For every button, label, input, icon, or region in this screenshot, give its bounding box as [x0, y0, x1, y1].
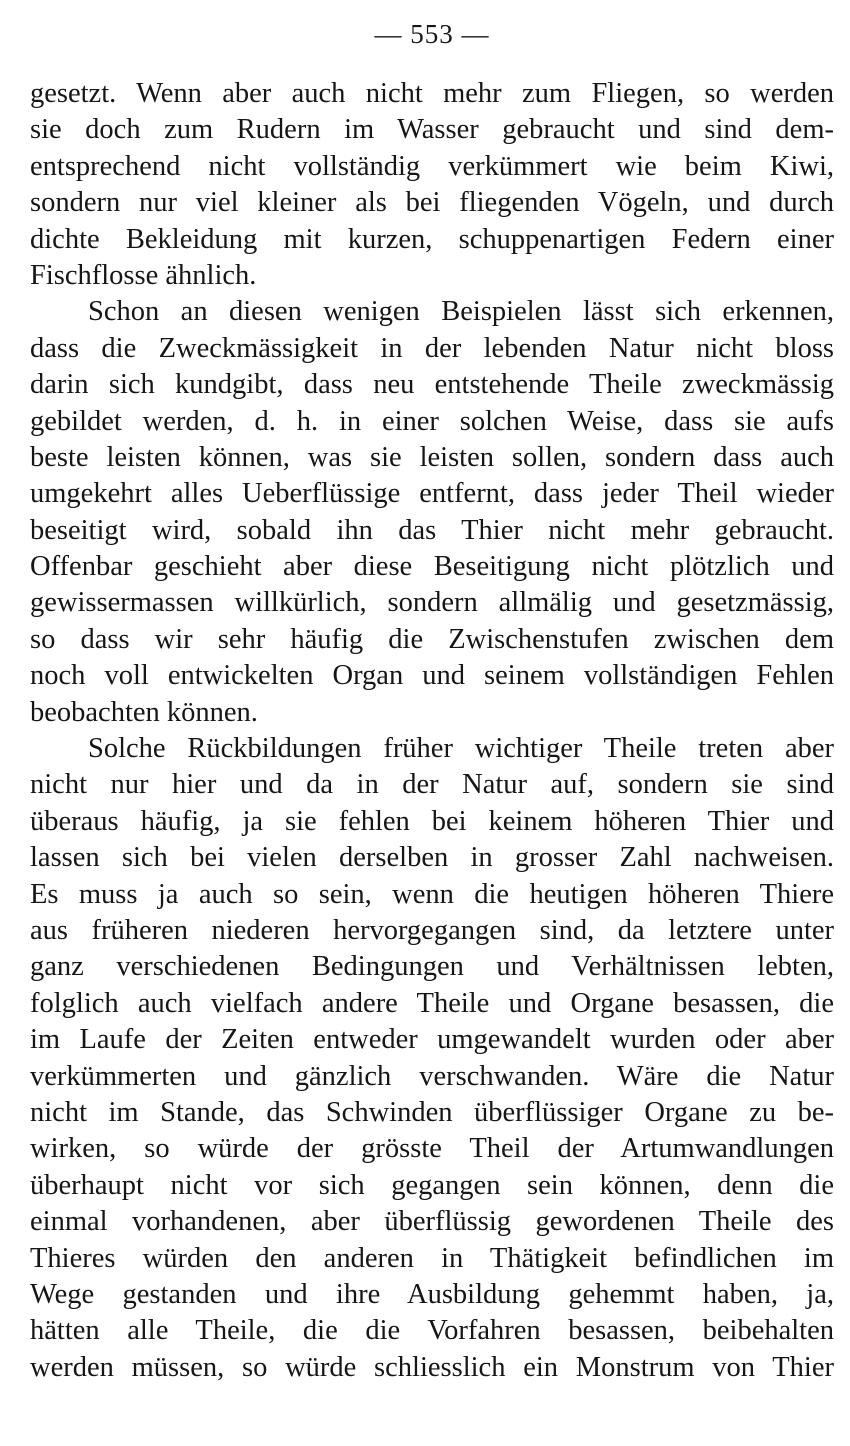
paragraph — [30, 731, 834, 1386]
text-line: gewissermassen willkürlich, sondern allmälig und gesetzmässig, — [30, 587, 834, 619]
text-line: aus früheren niederen hervorgegangen sind, da letztere unter — [30, 914, 834, 946]
text-line: gesetzt. Wenn aber auch nicht mehr zum Fliegen, so werden — [30, 78, 834, 109]
text-line: Offenbar geschieht aber diese Beseitigung nicht plötzlich und — [30, 551, 834, 583]
text-line: beobachten können. — [30, 696, 258, 728]
text-line: wirken, so würde der grösste Theil der Artumwandlungen — [30, 1133, 834, 1165]
text-line: folglich auch vielfach andere Theile und Organe besassen, die — [30, 987, 834, 1019]
text-line: beseitigt wird, sobald ihn das Thier nicht mehr gebraucht. — [30, 514, 834, 546]
text-line: darin sich kundgibt, dass neu entstehende Theile zweckmässig — [30, 369, 834, 401]
paragraph — [30, 294, 834, 731]
text-line: umgekehrt alles Ueberflüssige entfernt, dass jeder Theil wieder — [30, 478, 834, 510]
text-line: Wege gestanden und ihre Ausbildung gehemmt haben, ja, — [30, 1278, 834, 1310]
text-line: entsprechend nicht vollständig verkümmert wie beim Kiwi, — [30, 150, 834, 182]
body-text — [30, 76, 834, 1386]
text-line: hätten alle Theile, die die Vorfahren besassen, beibehalten — [30, 1315, 834, 1347]
text-line: im Laufe der Zeiten entweder umgewandelt wurden oder aber — [30, 1024, 834, 1056]
text-line: Es muss ja auch so sein, wenn die heutigen höheren Thiere — [30, 878, 834, 910]
text-line: lassen sich bei vielen derselben in grosser Zahl nachweisen. — [30, 842, 834, 874]
page-number: — 553 — — [374, 19, 490, 49]
book-page — [30, 14, 834, 1386]
text-line: werden müssen, so würde schliesslich ein Monstrum von Thier — [30, 1351, 834, 1383]
text-line: Fischflosse ähnlich. — [30, 259, 257, 291]
text-line: überaus häufig, ja sie fehlen bei keinem höheren Thier und — [30, 805, 834, 837]
text-line: sie doch zum Rudern im Wasser gebraucht und sind dem- — [30, 114, 834, 146]
text-line: dichte Bekleidung mit kurzen, schuppenartigen Federn einer — [30, 223, 834, 255]
text-line: Thieres würden den anderen in Thätigkeit befindlichen im — [30, 1242, 834, 1274]
text-line: überhaupt nicht vor sich gegangen sein können, denn die — [30, 1169, 834, 1201]
text-line: Schon an diesen wenigen Beispielen lässt sich erkennen, — [88, 296, 834, 328]
text-line: gebildet werden, d. h. in einer solchen Weise, dass sie aufs — [30, 405, 834, 437]
text-line: so dass wir sehr häufig die Zwischenstufen zwischen dem — [30, 623, 834, 655]
text-line: dass die Zweckmässigkeit in der lebenden Natur nicht bloss — [30, 332, 834, 364]
text-line: noch voll entwickelten Organ und seinem vollständigen Fehlen — [30, 660, 834, 692]
text-line: nicht nur hier und da in der Natur auf, sondern sie sind — [30, 769, 834, 801]
text-line: verkümmerten und gänzlich verschwanden. Wäre die Natur — [30, 1060, 834, 1092]
text-line: nicht im Stande, das Schwinden überflüssiger Organe zu be- — [30, 1096, 834, 1128]
text-line: ganz verschiedenen Bedingungen und Verhältnissen lebten, — [30, 951, 834, 983]
text-line: beste leisten können, was sie leisten sollen, sondern dass auch — [30, 441, 834, 473]
text-line: einmal vorhandenen, aber überflüssig gewordenen Theile des — [30, 1206, 834, 1238]
text-line: Solche Rückbildungen früher wichtiger Theile treten aber — [88, 733, 834, 765]
paragraph — [30, 76, 834, 294]
text-line: sondern nur viel kleiner als bei fliegenden Vögeln, und durch — [30, 187, 834, 219]
